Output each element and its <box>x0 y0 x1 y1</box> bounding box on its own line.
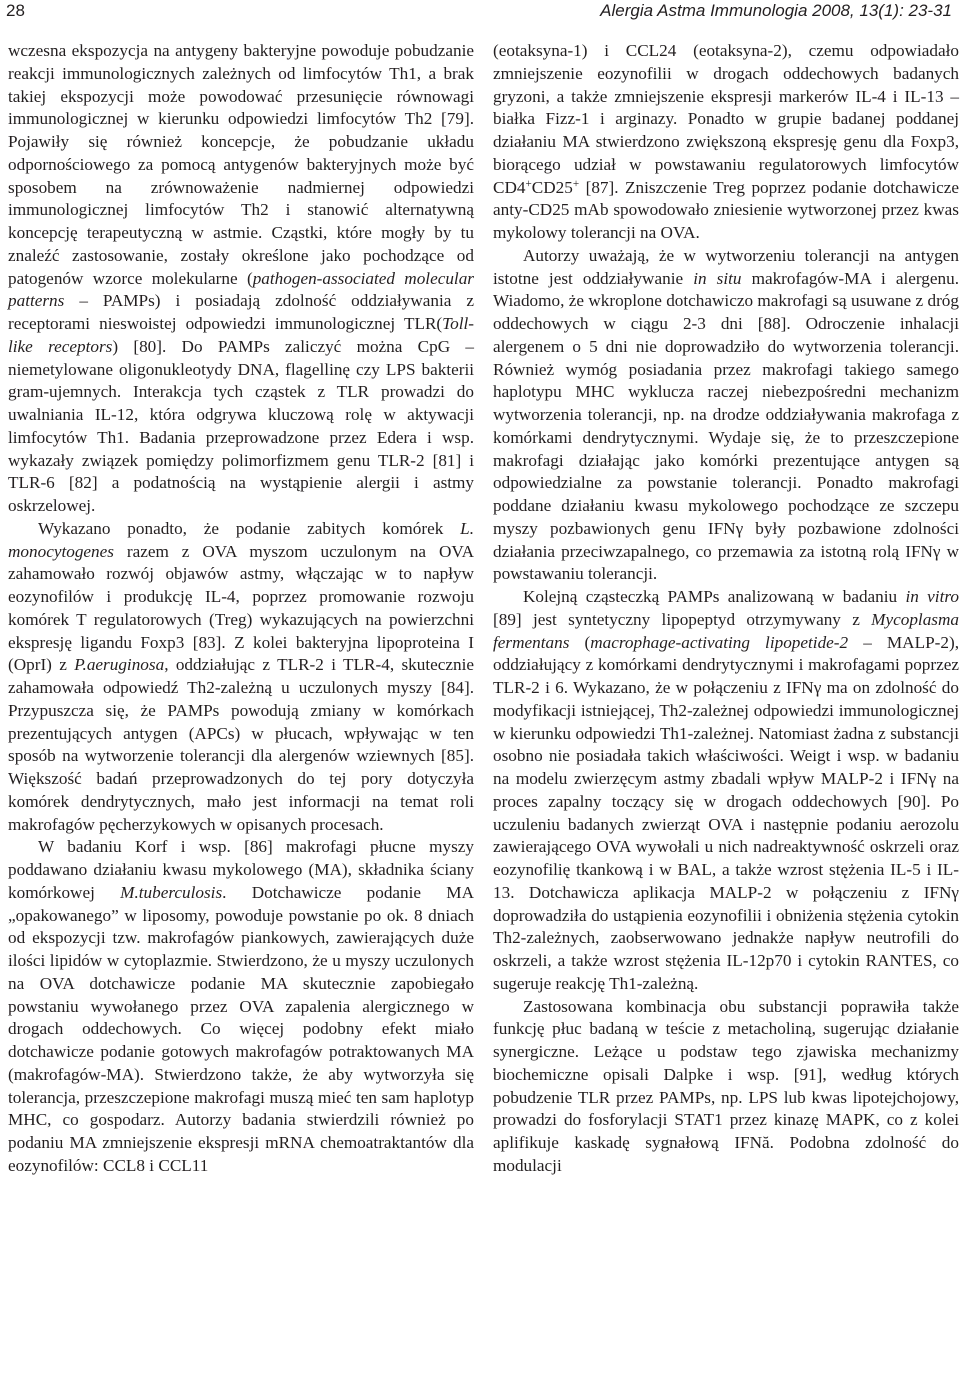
italic-text: P.aeruginosa <box>74 655 165 675</box>
text-run: CD25 <box>531 177 573 197</box>
left-column <box>8 40 474 1178</box>
text-run: [87]. Zniszczenie Treg poprzez podanie dotchawicze anty-CD25 mAb spowodowało zniesienie wytworzonej przez kwas mykolowy tolerancji na OVA. <box>493 177 959 242</box>
paragraph <box>8 518 474 837</box>
italic-text: M.tuberculosis <box>120 882 223 902</box>
paragraph <box>493 40 959 245</box>
text-run: – PAMPs) i posiadają zdolność oddziaływania z receptorami nieswoistej odpowiedzi immunologicznej TLR( <box>8 291 474 333</box>
text-run: razem z OVA myszom uczulonym na OVA zahamowało rozwój objawów astmy, włączając w to napływ eozynofilów i produkcję IL-4, poprzez promowanie rozwoju komórek T regulatorowych (Treg) wykazujących na powierzchni ekspresję ligandu Foxp3 [83]. Z kolei bakteryjna lipoproteina I (OprI) z <box>8 541 474 675</box>
italic-text: macrophage-activating lipopetide-2 <box>590 632 849 652</box>
text-run: W badaniu Korf i wsp. [86] makrofagi płucne myszy poddawano działaniu kwasu mykolowego (MA), składnika ściany komórkowej <box>8 837 474 902</box>
paragraph <box>8 836 474 1177</box>
text-run: ) [80]. Do PAMPs zaliczyć można CpG – niemetylowane oligonukleotydy DNA, flagellinę czy LPS bakterii gram-ujemnych. Interakcja tych cząstek z TLR prowadzi do uwalniania IL-12, która odgrywa kluczową rolę w aktywacji limfocytów Th1. Badania przeprowadzone przez Edera i wsp. wykazały związek pomiędzy polimorfizmem genu TLR-2 [81] i TLR-6 [82] a podatnością na wystąpienie alergii i astmy oskrzelowej. <box>8 336 474 515</box>
paragraph <box>493 996 959 1178</box>
text-run: , oddziałując z TLR-2 i TLR-4, skutecznie zahamowała odpowiedź Th2-zależną u uczulonych myszy [84]. Przypuszcza się, że PAMPs powodują zmiany w komórkach prezentujących antygen (APCs) w płucach, wpływając w ten sposób na wytworzenie tolerancji dla alergenów wziewnych [85]. Większość badań przeprowadzonych do tej pory dotyczyła komórek dendrytycznych, mało jest informacji na temat roli makrofagów pęcherzykowych w opisanych procesach. <box>8 655 475 834</box>
page-number: 28 <box>6 1 25 20</box>
text-run: wczesna ekspozycja na antygeny bakteryjne powoduje pobudzanie reakcji immunologicznych zależnych od limfocytów Th1, a brak takiej ekspozycji może powodować przesunięcie równowagi immunologicznej w kierunku odpowiedzi limfocytów Th2 [79]. Pojawiły się również koncepcje, że pobudzanie układu odpornościowego za pomocą antygenów bakteryjnych może być sposobem na zrównoważenie nadmiernej odpowiedzi immunologicznej limfocytów Th2 i stanowić alternatywną koncepcję terapeutyczną w astmie. Cząstki, które mogły by tu znaleźć zastosowanie, zostały określone jako pochodzące od patogenów wzorce molekularne ( <box>8 41 474 288</box>
italic-text: in situ <box>693 268 742 288</box>
text-run: [89] jest syntetyczny lipopeptyd otrzymywany z <box>493 609 872 629</box>
text-run: ( <box>569 632 591 652</box>
italic-text: pathogen-associated molecular patterns <box>8 268 474 311</box>
text-run: – MALP-2), oddziałujący z komórkami dendrytycznymi i makrofagami poprzez TLR-2 i 6. Wykazano, że w połączeniu z IFNγ ma on zdolność do modyfikacji istniejącej, Th2-zależnej odpowiedzi immunologicznej w kierunku odpowiedzi Th1-zależnej. Natomiast żadna z substancji osobno nie posiadała takich właściwości. Weigt i wsp. w badaniu na modelu zwierzęcym astmy zbadali wpływ MALP-2 i IFNγ na proces zapalny toczący się w drogach oddechowych [90]. Po uczuleniu badanych zwierząt OVA i następnie podaniu aerozolu zawierającego OVA wywołali u nich nadreaktywność oskrzeli oraz eozynofilię tkankową i w BAL, a także wzrost stężenia IL-5 i IL-13. Dotchawicza aplikacja MALP-2 w połączeniu z IFNγ doprowadziła do ustąpienia eozynofilii i obniżenia stężenia cytokin Th2-zależnych, zaobserwowano jednakże napływ neutrofili do oskrzeli, a także wzrost stężenia IL-12p70 i cytokin RANTES, co sugeruje reakcję Th1-zależną. <box>493 632 959 993</box>
text-run: . Dotchawicze podanie MA „opakowanego” w liposomy, powoduje powstanie po ok. 8 dniach od ekspozycji tzw. makrofagów piankowych, zawierających duże ilości lipidów w cytoplazmie. Stwierdzono, że u myszy uczulonych na OVA dotchawicze podanie MA skutecznie zapobiegało powstaniu wywołanego przez OVA zapalenia alergicznego w drogach oddechowych. Co więcej podobny efekt miało dotchawicze podanie gotowych makrofagów potraktowanych MA (makrofagów-MA). Stwierdzono także, że aby wytworzyła się tolerancja, przeszczepione makrofagi muszą mieć ten sam haplotyp MHC, co gospodarz. Autorzy badania stwierdzili również po podaniu MA zmniejszenie ekspresji mRNA chemoatraktantów dla eozynofilów: CCL8 i CCL11 <box>8 882 474 1175</box>
text-run: makrofagów-MA i alergenu. Wiadomo, że wkroplone dotchawiczo makrofagi są usuwane z dróg oddechowych w ciągu 2-3 dni [88]. Odroczenie inhalacji alergenem o 5 dni nie doprowadziło do wytworzenia tolerancji. Również wymóg posiadania przez makrofagi takiego samego haplotypu MHC wyklucza raczej niebezpośredni mechanizm wytworzenia tolerancji, np. na drodze oddziaływania makrofaga z komórkami dendrytycznymi. Wydaje się, że to przeszczepione makrofagi działając jako komórki prezentujące antygen są odpowiedzialne za powstanie tolerancji. Ponadto makrofagi poddane działaniu kwasu mykolowego pochodzące ze szczepu myszy pozbawionych genu IFNγ były pozbawione zdolności działania przeciwzapalnego, co przemawia za istotną rolą IFNγ w powstawaniu tolerancji. <box>493 268 960 584</box>
italic-text: L. monocytogenes <box>8 518 474 561</box>
text-run: Zastosowana kombinacja obu substancji poprawiła także funkcję płuc badaną w teście z metacholiną, sugerując działanie synergiczne. Leżące u podstaw tego zjawiska mechanizmy biochemiczne opisali Dalpke i wsp. [91], według których pobudzenie TLR przez PAMPs, np. LPS lub kwas lipotejchojowy, prowadzi do fosforylacji STAT1 przez kinazę MAPK, co z kolei aplifikuje kaskadę sygnałową IFNă. Podobna zdolność do modulacji <box>493 996 959 1175</box>
text-run: Kolejną cząsteczką PAMPs analizowaną w badaniu <box>523 587 906 606</box>
paragraph <box>493 586 959 996</box>
paragraph <box>8 40 474 518</box>
superscript-text: + <box>525 177 532 190</box>
paragraph <box>493 245 959 586</box>
italic-text: in vitro <box>905 587 959 606</box>
journal-citation: Alergia Astma Immunologia 2008, 13(1): 23-31 <box>600 1 952 20</box>
text-run: (eotaksyna-1) i CCL24 (eotaksyna-2), czemu odpowiadało zmniejszenie eozynofilii w drogach oddechowych badanych gryzoni, a także zmniejszenie ekspresji markerów IL-4 i IL-13 – białka Fizz-1 i arginazy. Ponadto w grupie badanej poddanej działaniu MA stwierdzono zwiększoną ekspresję genu dla Foxp3, biorącego udział w powstawaniu regulatorowych limfocytów CD4 <box>493 41 959 197</box>
text-run: Autorzy uważają, że w wytworzeniu tolerancji na antygen istotne jest oddziaływanie <box>493 245 959 288</box>
running-header <box>0 0 960 22</box>
italic-text: Mycoplasma fermentans <box>493 609 959 652</box>
right-column <box>493 40 959 1178</box>
italic-text: Toll-like receptors <box>8 314 474 356</box>
superscript-text: + <box>572 177 580 190</box>
text-run: Wykazano ponadto, że podanie zabitych komórek <box>38 518 461 538</box>
